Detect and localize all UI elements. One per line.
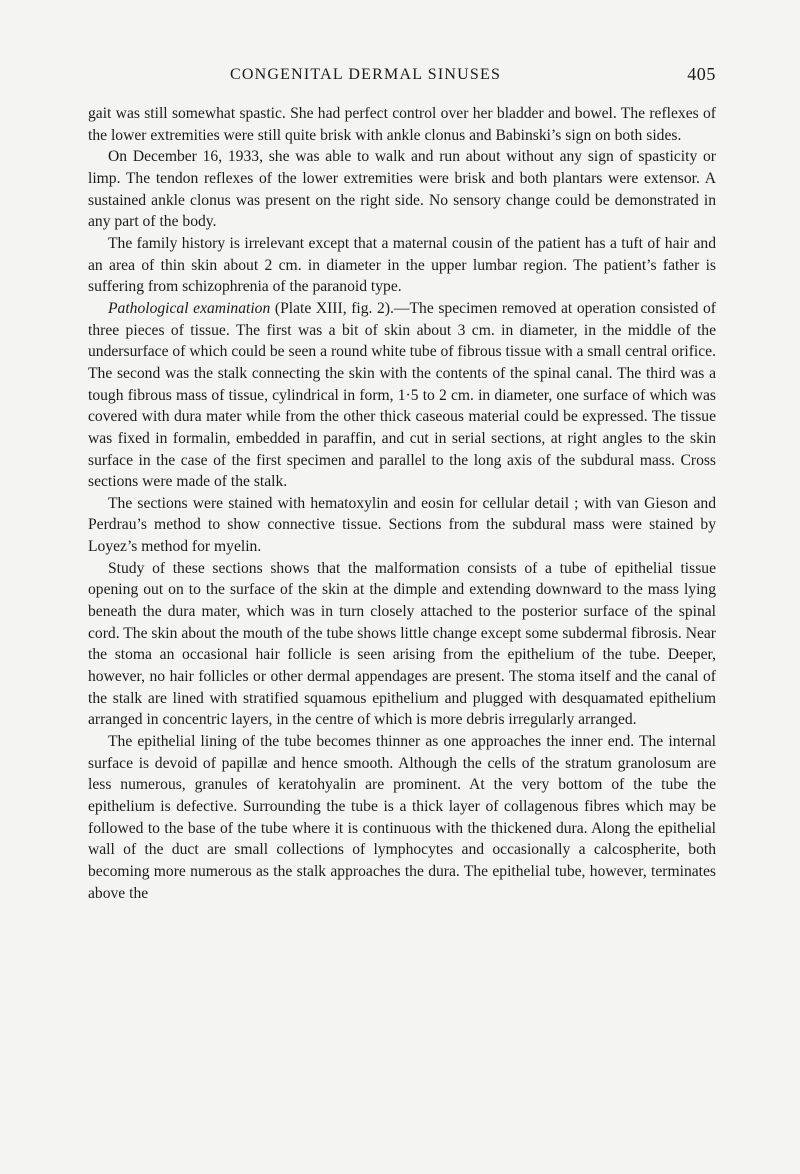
body-text [88,103,716,904]
paragraph-6-text: Study of these sections shows that the malformation consists of a tube of epithelial tissue opening out on to the surface of the skin at the dimple and extending downward to the mass lying beneath the dura mater, which was in turn closely attached to the posterior surface of the spinal cord. The skin about the mouth of the tube shows little change except some subdermal fibrosis. Near the stoma an occasional hair follicle is seen arising from the epithelium of the tube. Deeper, however, no hair follicles or other dermal appendages are present. The stoma itself and the canal of the stalk are lined with stratified squamous epithelium and plugged with desquamated epithelium arranged in concentric layers, in the centre of which is more debris irregularly arranged. [88,559,716,729]
paragraph-1-text: gait was still somewhat spastic. She had perfect control over her bladder and bowel. The reflexes of the lower extremities were still quite brisk with ankle clonus and Babinski’s sign on both sides. [88,105,716,144]
paragraph-4-text: (Plate XIII, fig. 2).—The specimen removed at operation consisted of three pieces of tissue. The first was a bit of skin about 3 cm. in diameter, in the middle of the undersurface of which could be seen a round white tube of fibrous tissue with a small central orifice. The second was the stalk connecting the skin with the contents of the spinal canal. The third was a tough fibrous mass of tissue, cylindrical in form, 1·5 to 2 cm. in diameter, one surface of which was covered with dura mater while from the other thick caseous material could be expressed. The tissue was fixed in formalin, embedded in paraffin, and cut in serial sections, at right angles to the skin surface in the case of the first specimen and parallel to the long axis of the subdural mass. Cross sections were made of the stalk. [88,299,717,491]
paragraph-1 [88,103,716,146]
paragraph-2 [88,146,716,233]
section-heading-pathological-examination: Pathological examination [108,299,271,317]
paragraph-7 [88,731,716,904]
paragraph-3 [88,233,716,298]
paragraph-3-text: The family history is irrelevant except that a maternal cousin of the patient has a tuft of hair and an area of thin skin about 2 cm. in diameter in the upper lumbar region. The patient’s father is suffering from schizophrenia of the paranoid type. [88,234,716,296]
page [88,62,716,904]
paragraph-7-text: The epithelial lining of the tube becomes thinner as one approaches the inner end. The internal surface is devoid of papillæ and hence smooth. Although the cells of the stratum granolosum are less numerous, granules of keratohyalin are prominent. At the very bottom of the tube the epithelium is defective. Surrounding the tube is a thick layer of collagenous fibres which may be followed to the base of the tube where it is continuous with the thickened dura. Along the epithelial wall of the duct are small collections of lymphocytes and occasionally a calcospherite, both becoming more numerous as the stalk approaches the dura. The epithelial tube, however, terminates above the [88,733,716,902]
paragraph-5-text: The sections were stained with hematoxylin and eosin for cellular detail ; with van Gieson and Perdrau’s method to show connective tissue. Sections from the subdural mass were stained by Loyez’s method for myelin. [88,494,716,556]
paragraph-2-text: On December 16, 1933, she was able to walk and run about without any sign of spasticity or limp. The tendon reflexes of the lower extremities were brisk and both plantars were extensor. A sustained ankle clonus was present on the right side. No sensory change could be demonstrated in any part of the body. [88,148,716,231]
running-head-title: CONGENITAL DERMAL SINUSES [230,66,502,83]
paragraph-4 [88,298,716,493]
paragraph-5 [88,493,716,558]
running-head [88,62,716,90]
page-number: 405 [687,64,716,84]
paragraph-6 [88,558,716,731]
